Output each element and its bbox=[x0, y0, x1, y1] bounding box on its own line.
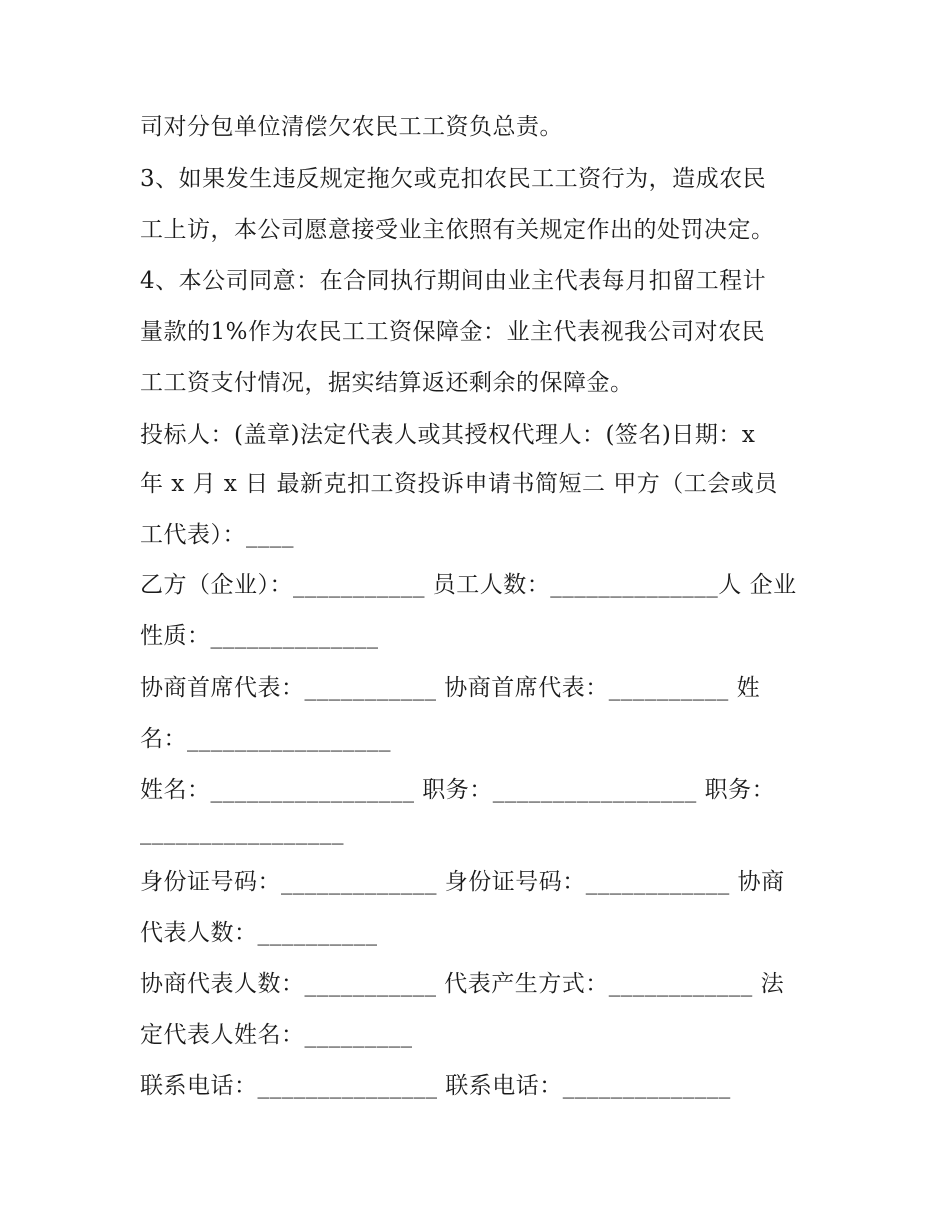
text-line: 协商代表人数：___________ 代表产生方式：____________ 法 bbox=[140, 971, 785, 997]
text-line: 3、如果发生违反规定拖欠或克扣农民工工资行为，造成农民 bbox=[140, 166, 767, 192]
text-line: 代表人数：__________ bbox=[140, 920, 378, 946]
text-line: 乙方（企业）：___________ 员工人数：______________人 企业 bbox=[140, 572, 797, 598]
text-line: 工代表）：____ bbox=[140, 522, 294, 548]
text-line: 4、本公司同意：在合同执行期间由业主代表每月扣留工程计 bbox=[140, 268, 767, 294]
text-line: 联系电话：_______________ 联系电话：______________ bbox=[140, 1073, 731, 1099]
text-line: 名：_________________ bbox=[140, 726, 391, 752]
text-line: 性质：______________ bbox=[140, 623, 379, 649]
text-line: 量款的1%作为农民工工资保障金：业主代表视我公司对农民 bbox=[140, 319, 765, 345]
text-line: 工工资支付情况，据实结算返还剩余的保障金。 bbox=[140, 370, 634, 396]
text-line: 年 x 月 x 日 最新克扣工资投诉申请书简短二 甲方（工会或员 bbox=[140, 471, 778, 497]
text-line: 身份证号码：_____________ 身份证号码：____________ 协商 bbox=[140, 869, 785, 895]
text-line: 姓名：_________________ 职务：_________________ 职务： bbox=[140, 777, 776, 803]
text-line: 定代表人姓名：_________ bbox=[140, 1022, 413, 1048]
text-line: 投标人：(盖章)法定代表人或其授权代理人：(签名)日期：x bbox=[140, 422, 756, 448]
text-line: 协商首席代表：___________ 协商首席代表：__________ 姓 bbox=[140, 675, 761, 701]
text-line: 工上访，本公司愿意接受业主依照有关规定作出的处罚决定。 bbox=[140, 217, 775, 243]
text-line: _________________ bbox=[140, 819, 344, 845]
text-line: 司对分包单位清偿欠农民工工资负总责。 bbox=[140, 114, 563, 140]
